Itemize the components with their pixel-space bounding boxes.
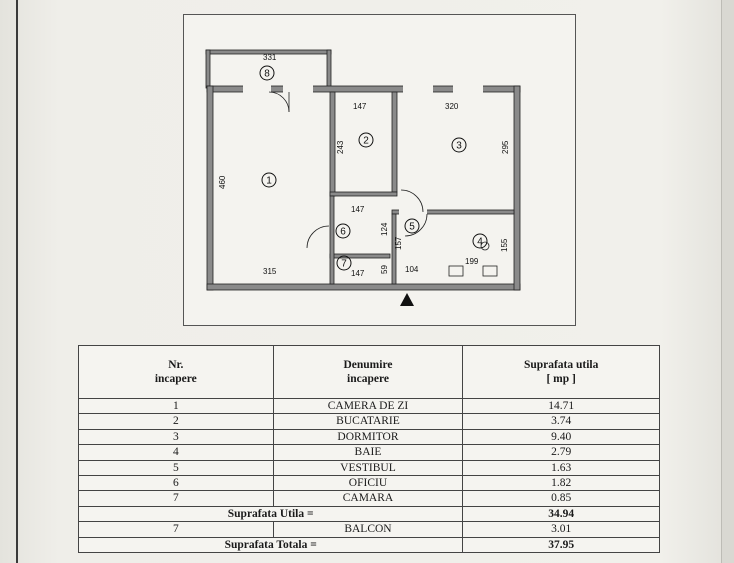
subtotal-row (79, 506, 660, 521)
total-value: 37.95 (463, 537, 660, 552)
svg-text:3: 3 (456, 140, 462, 152)
room-area-table (78, 345, 660, 553)
dim-147-mid: 147 (351, 205, 365, 214)
dim-157: 157 (394, 236, 403, 250)
subtotal-label: Suprafata Utila = (79, 506, 463, 521)
subtotal-value: 34.94 (463, 506, 660, 521)
dim-295: 295 (501, 140, 510, 154)
table-header-row (79, 346, 660, 399)
page-margin-line (16, 0, 18, 563)
header-name: Denumire incapere (273, 346, 463, 399)
svg-text:1: 1 (266, 175, 272, 187)
dim-199: 199 (465, 257, 479, 266)
dim-147-bottom: 147 (351, 269, 365, 278)
table-row: 7 CAMARA 0.85 (79, 491, 660, 506)
dim-59: 59 (380, 265, 389, 274)
total-label: Suprafata Totala = (79, 537, 463, 552)
dim-124: 124 (380, 222, 389, 236)
svg-text:7: 7 (341, 258, 347, 270)
dim-320: 320 (445, 102, 459, 111)
svg-text:2: 2 (363, 135, 369, 147)
room-marker-2 (359, 133, 373, 147)
room-marker-1 (262, 173, 276, 187)
floor-plan (183, 14, 574, 324)
svg-text:5: 5 (409, 221, 415, 233)
table-row: 3 DORMITOR 9.40 (79, 429, 660, 444)
balcon-row: 7 BALCON 3.01 (79, 522, 660, 537)
room-marker-7 (337, 256, 351, 270)
svg-text:8: 8 (264, 68, 270, 80)
svg-text:4: 4 (477, 236, 483, 248)
svg-text:6: 6 (340, 226, 346, 238)
table-row: 5 VESTIBUL 1.63 (79, 460, 660, 475)
table-row: 4 BAIE 2.79 (79, 445, 660, 460)
table-row: 6 OFICIU 1.82 (79, 476, 660, 491)
table-row: 2 BUCATARIE 3.74 (79, 414, 660, 429)
header-nr: Nr. incapere (79, 346, 274, 399)
dim-104: 104 (405, 265, 419, 274)
room-marker-5 (405, 219, 419, 233)
total-row (79, 537, 660, 552)
dim-331: 331 (263, 53, 277, 62)
room-marker-6 (336, 224, 350, 238)
table-row: 1 CAMERA DE ZI 14.71 (79, 399, 660, 414)
room-marker-3 (452, 138, 466, 152)
entrance-arrow-icon (400, 293, 414, 306)
room-marker-4 (473, 234, 487, 248)
page-edge (721, 0, 734, 563)
dim-460: 460 (218, 175, 227, 189)
room-marker-8 (260, 66, 274, 80)
dim-155: 155 (500, 238, 509, 252)
dim-243: 243 (336, 140, 345, 154)
header-area: Suprafata utila [ mp ] (463, 346, 660, 399)
dim-315: 315 (263, 267, 277, 276)
dim-147-top: 147 (353, 102, 367, 111)
